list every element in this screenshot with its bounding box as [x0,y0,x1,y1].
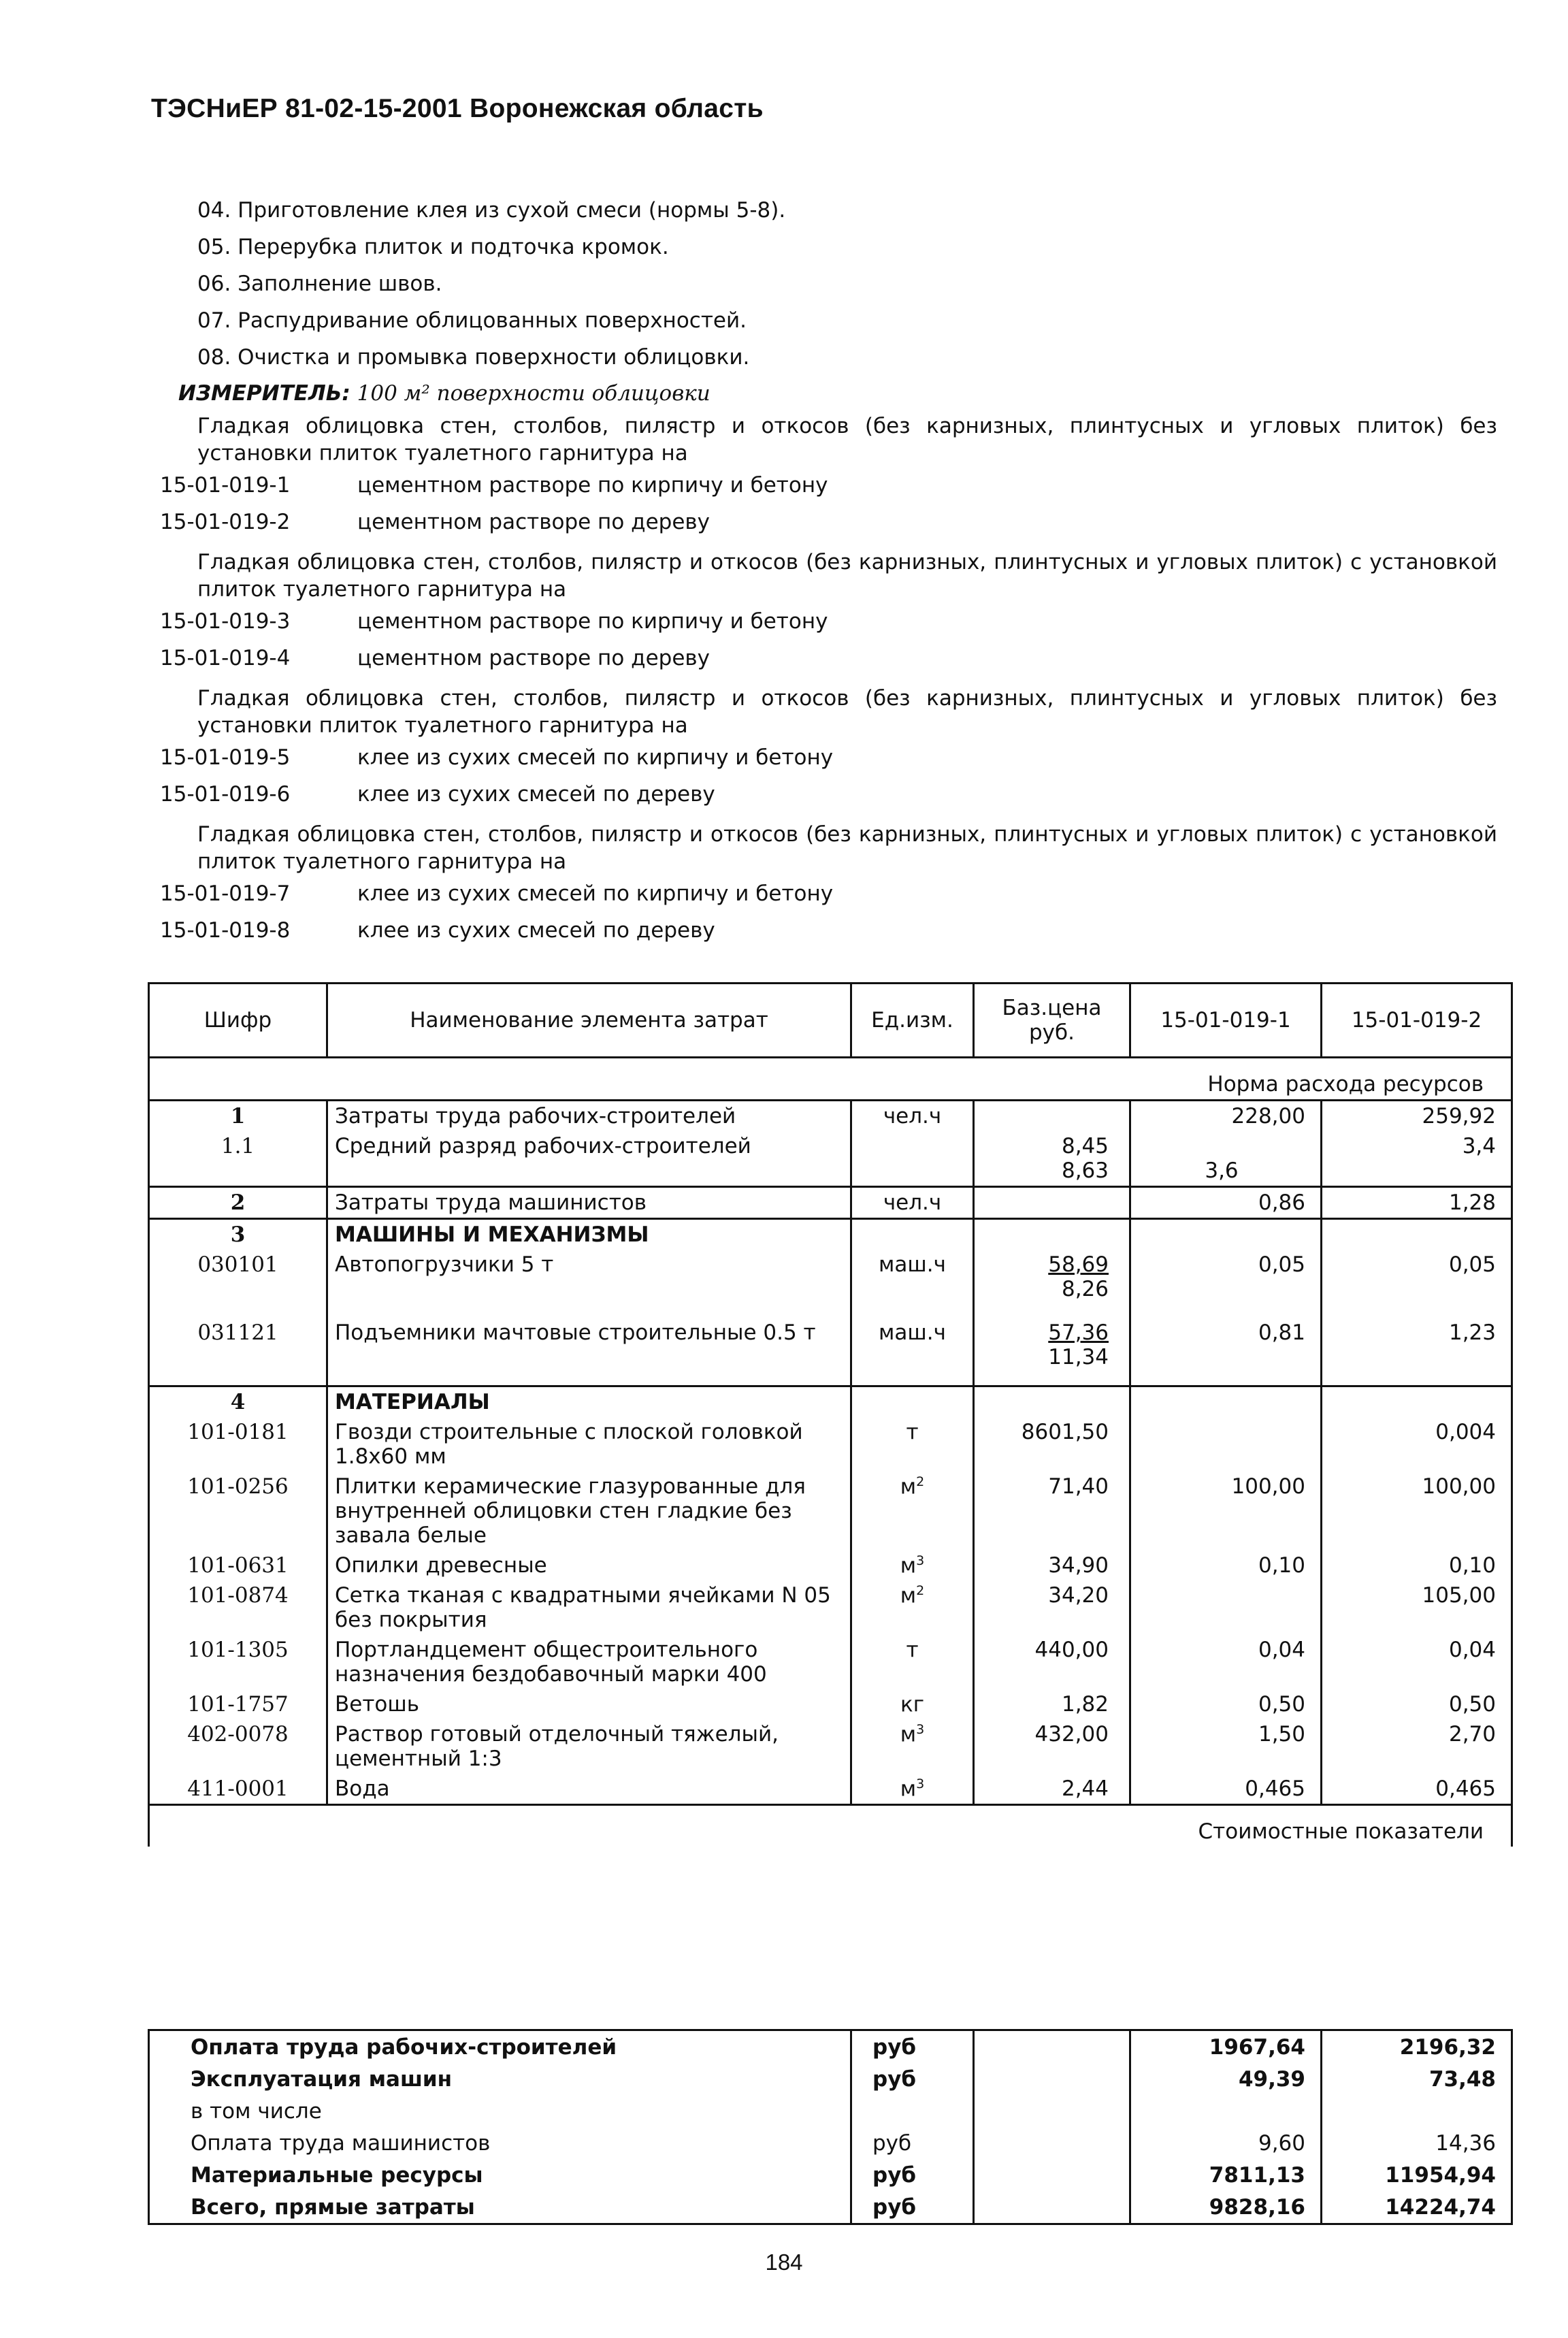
row-value-1: 228,00 [1130,1101,1322,1132]
row-value-1: 0,465 [1130,1774,1322,1805]
norm-code: 15-01-019-6 [160,782,291,807]
table-row [149,1719,1512,1774]
row-price [974,1250,1130,1318]
document-title: ТЭСНиЕР 81-02-15-2001 Воронежская область [151,94,764,123]
row-name: Затраты труда машинистов [327,1187,851,1219]
operation-item: 07. Распудривание облицованных поверхностей. [197,308,747,333]
machine-price-a: 57,36 [1048,1320,1109,1345]
norm-text: цементном растворе по кирпичу и бетону [357,473,828,498]
operation-item: 05. Перерубка плиток и подточка кромок. [197,235,669,259]
norm-line [0,912,1497,949]
cost-table [148,2029,1513,2225]
cost-row [149,2127,1512,2159]
norm-band-label: Норма расхода ресурсов [149,1058,1512,1101]
row-name: Автопогрузчики 5 т [327,1250,851,1318]
row-value-1: 0,86 [1130,1187,1322,1219]
row-price [974,1318,1130,1386]
row-code: 402-0078 [149,1719,327,1774]
measure-label: ИЗМЕРИТЕЛЬ: [178,381,350,406]
cost-label: Всего, прямые затраты [149,2191,851,2224]
norm-group [0,821,1497,949]
group-description: Гладкая облицовка стен, столбов, пилястр и откосов (без карнизных, плинтусных и угловых плиток) без установки плиток туалетного гарнитура на [197,686,1497,738]
row-code: 1.1 [149,1131,327,1187]
cost-label: Эксплуатация машин [149,2063,851,2095]
cost-row [149,2191,1512,2224]
cost-label: Оплата труда рабочих-строителей [149,2030,851,2064]
row-value-2: 0,465 [1322,1774,1512,1805]
table-row [149,1318,1512,1386]
row-value-2: 1,23 [1322,1318,1512,1386]
norm-group [0,549,1497,677]
norm-line [0,776,1497,813]
table-row [149,1250,1512,1318]
row-unit: $м^3$ [851,1719,974,1774]
row-price [974,1187,1130,1219]
norm-line [0,467,1497,504]
cost-value-2: 11954,94 [1322,2159,1512,2191]
row-value-2: 3,4 [1322,1131,1512,1187]
row-unit: т [851,1417,974,1472]
row-code: 101-0256 [149,1472,327,1550]
resources-table [148,982,1513,1847]
measure-line [178,381,710,406]
cost-unit: руб [851,2030,974,2064]
row-price: 1,82 [974,1689,1130,1719]
norm-code: 15-01-019-4 [160,646,291,670]
row-unit: чел.ч [851,1101,974,1132]
cost-value-2: 2196,32 [1322,2030,1512,2064]
cost-value-2: 14,36 [1322,2127,1512,2159]
row-price [974,1101,1130,1132]
row-value-1: 0,05 [1130,1250,1322,1318]
row-value-1 [1130,1417,1322,1472]
row-unit [851,1131,974,1187]
row-value-2: 0,05 [1322,1250,1512,1318]
norm-group [0,685,1497,813]
row-unit: маш.ч [851,1250,974,1318]
row-price [974,1131,1130,1187]
norm-code: 15-01-019-5 [160,745,291,770]
row-name: Портландцемент общестроительного назначения бездобавочный марки 400 [327,1635,851,1689]
header-col2: 15-01-019-2 [1322,984,1512,1058]
cost-unit: руб [851,2127,974,2159]
machine-price-b: 11,34 [1048,1345,1109,1369]
row-value-1 [1130,1580,1322,1635]
header-code: Шифр [149,984,327,1058]
row-code: 2 [149,1187,327,1219]
norm-code: 15-01-019-1 [160,473,291,498]
row-value-1: 0,81 [1130,1318,1322,1386]
row-name: Опилки древесные [327,1550,851,1580]
machine-price-a: 58,69 [1048,1252,1109,1277]
cost-unit: руб [851,2191,974,2224]
norm-text: клее из сухих смесей по кирпичу и бетону [357,881,834,906]
row-value-1: 0,50 [1130,1689,1322,1719]
group-description: Гладкая облицовка стен, столбов, пилястр и откосов (без карнизных, плинтусных и угловых плиток) с установкой плиток туалетного гарнитура на [197,550,1497,602]
norm-band-row [149,1058,1512,1101]
row-price: 34,20 [974,1580,1130,1635]
row-code: 101-1757 [149,1689,327,1719]
row-value-2: 0,004 [1322,1417,1512,1472]
row-code: 030101 [149,1250,327,1318]
row-code: 101-0181 [149,1417,327,1472]
norm-text: цементном растворе по кирпичу и бетону [357,609,828,634]
row-price: 8601,50 [974,1417,1130,1472]
row-value-1: 1,50 [1130,1719,1322,1774]
norm-line [0,739,1497,776]
cost-unit [851,2095,974,2127]
cost-label: Материальные ресурсы [149,2159,851,2191]
cost-band-label: Стоимостные показатели [149,1805,1512,1847]
norm-code: 15-01-019-3 [160,609,291,634]
header-col1: 15-01-019-1 [1130,984,1322,1058]
row-code: 1 [149,1101,327,1132]
table-row [149,1774,1512,1805]
row-value-1: 0,04 [1130,1635,1322,1689]
operation-item: 06. Заполнение швов. [197,272,442,296]
norm-text: клее из сухих смесей по кирпичу и бетону [357,745,834,770]
row-unit: $м^3$ [851,1774,974,1805]
row-unit: $м^2$ [851,1580,974,1635]
norm-code: 15-01-019-7 [160,881,291,906]
header-name: Наименование элемента затрат [327,984,851,1058]
row-value-2: 0,10 [1322,1550,1512,1580]
cost-band-row [149,1805,1512,1847]
row-value-1: 3,6 [1130,1131,1322,1187]
cost-row [149,2063,1512,2095]
row-name: Плитки керамические глазурованные для внутренней облицовки стен гладкие без завала белые [327,1472,851,1550]
row-price: 440,00 [974,1635,1130,1689]
norm-line [0,875,1497,912]
cost-row [149,2095,1512,2127]
row-name: Раствор готовый отделочный тяжелый, цементный 1:3 [327,1719,851,1774]
section-code: 4 [149,1386,327,1417]
row-unit: маш.ч [851,1318,974,1386]
norm-text: клее из сухих смесей по дереву [357,918,715,943]
row-value-1: 100,00 [1130,1472,1322,1550]
operation-item: 04. Приготовление клея из сухой смеси (нормы 5-8). [197,198,786,223]
table-row [149,1580,1512,1635]
table-row [149,1635,1512,1689]
cost-value-1: 9828,16 [1130,2191,1322,2224]
row-value-2: 2,70 [1322,1719,1512,1774]
row-price: 2,44 [974,1774,1130,1805]
norm-text: цементном растворе по дереву [357,646,710,670]
operation-item: 08. Очистка и промывка поверхности облицовки. [197,345,750,370]
row-name: Сетка тканая с квадратными ячейками N 05 без покрытия [327,1580,851,1635]
norm-text: цементном растворе по дереву [357,510,710,534]
cost-unit: руб [851,2063,974,2095]
row-unit: чел.ч [851,1187,974,1219]
machine-price-b: 8,26 [1061,1277,1109,1301]
norm-line [0,640,1497,677]
row-price: 34,90 [974,1550,1130,1580]
page-number: 184 [765,2250,803,2275]
norm-code: 15-01-019-8 [160,918,291,943]
row-value-1: 0,10 [1130,1550,1322,1580]
operations-list [197,192,785,376]
section-row [149,1219,1512,1250]
table-header-row [149,984,1512,1058]
row-value-2: 100,00 [1322,1472,1512,1550]
row-code: 101-0874 [149,1580,327,1635]
grade-price-b: 8,63 [1061,1158,1109,1183]
table-row [149,1131,1512,1187]
row-price: 71,40 [974,1472,1130,1550]
row-code: 101-0631 [149,1550,327,1580]
row-value-2: 0,04 [1322,1635,1512,1689]
cost-value-1: 9,60 [1130,2127,1322,2159]
table-row [149,1187,1512,1219]
row-unit: $м^2$ [851,1472,974,1550]
grade-price-a: 8,45 [1061,1134,1109,1158]
cost-value-1 [1130,2095,1322,2127]
header-unit: Ед.изм. [851,984,974,1058]
row-code: 031121 [149,1318,327,1386]
row-name: Ветошь [327,1689,851,1719]
row-value-2: 0,50 [1322,1689,1512,1719]
group-description: Гладкая облицовка стен, столбов, пилястр и откосов (без карнизных, плинтусных и угловых плиток) без установки плиток туалетного гарнитура на [197,414,1497,466]
group-description: Гладкая облицовка стен, столбов, пилястр и откосов (без карнизных, плинтусных и угловых плиток) с установкой плиток туалетного гарнитура на [197,822,1497,874]
cost-label: в том числе [149,2095,851,2127]
header-price: Баз.цена руб. [974,984,1130,1058]
row-code: 411-0001 [149,1774,327,1805]
table-row [149,1550,1512,1580]
table-row [149,1101,1512,1132]
row-price: 432,00 [974,1719,1130,1774]
norm-code: 15-01-019-2 [160,510,291,534]
cost-row [149,2159,1512,2191]
cost-value-2: 73,48 [1322,2063,1512,2095]
table-row [149,1472,1512,1550]
section-code: 3 [149,1219,327,1250]
section-name: МАТЕРИАЛЫ [327,1386,851,1417]
cost-unit: руб [851,2159,974,2191]
row-value-2: 105,00 [1322,1580,1512,1635]
cost-value-1: 7811,13 [1130,2159,1322,2191]
section-row [149,1386,1512,1417]
table-row [149,1689,1512,1719]
norm-text: клее из сухих смесей по дереву [357,782,715,807]
cost-value-1: 49,39 [1130,2063,1322,2095]
section-name: МАШИНЫ И МЕХАНИЗМЫ [327,1219,851,1250]
row-code: 101-1305 [149,1635,327,1689]
norm-group [0,412,1497,540]
row-name: Средний разряд рабочих-строителей [327,1131,851,1187]
row-name: Затраты труда рабочих-строителей [327,1101,851,1132]
cost-row [149,2030,1512,2064]
row-value-2: 259,92 [1322,1101,1512,1132]
row-value-2: 1,28 [1322,1187,1512,1219]
table-row [149,1417,1512,1472]
norm-line [0,504,1497,540]
cost-value-2: 14224,74 [1322,2191,1512,2224]
row-unit: кг [851,1689,974,1719]
row-name: Гвозди строительные с плоской головкой 1.8х60 мм [327,1417,851,1472]
row-name: Вода [327,1774,851,1805]
measure-value: 100 м² поверхности облицовки [357,381,710,406]
row-unit: т [851,1635,974,1689]
cost-value-1: 1967,64 [1130,2030,1322,2064]
cost-value-2 [1322,2095,1512,2127]
row-name: Подъемники мачтовые строительные 0.5 т [327,1318,851,1386]
norm-line [0,603,1497,640]
row-unit: $м^3$ [851,1550,974,1580]
cost-label: Оплата труда машинистов [149,2127,851,2159]
